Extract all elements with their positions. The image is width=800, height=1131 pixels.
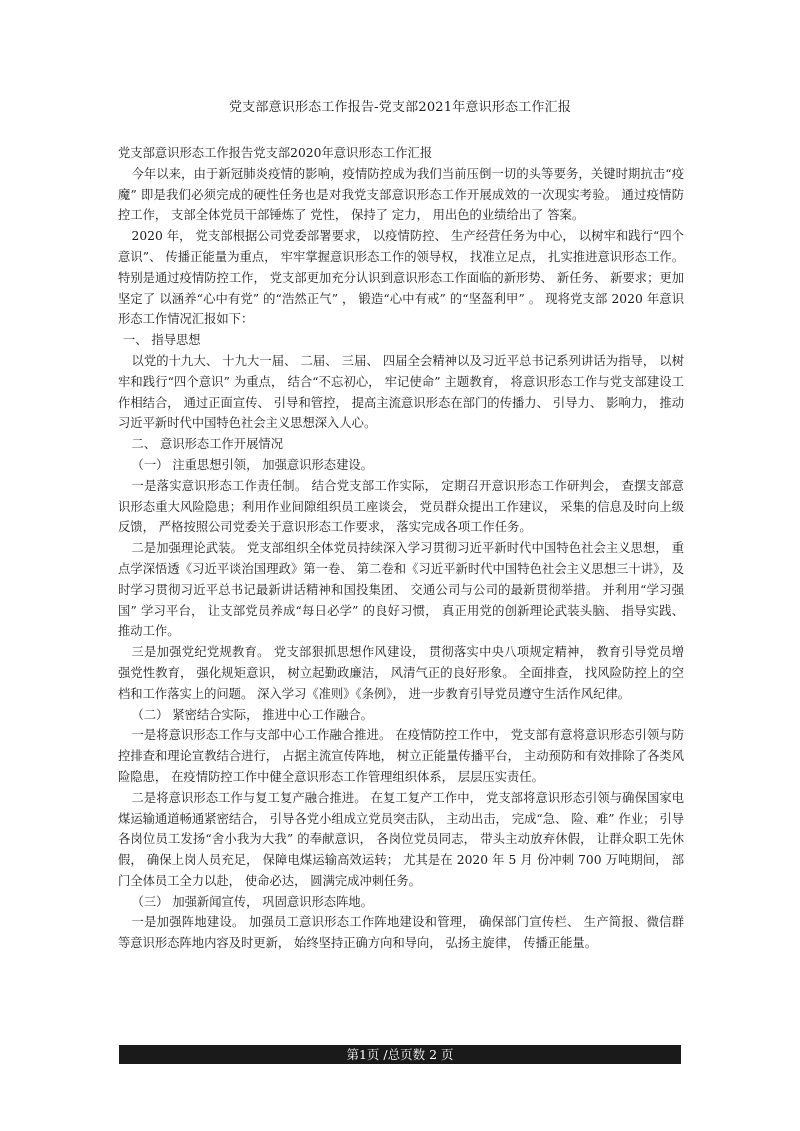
- paragraph: 三是加强党纪党规教育。 党支部狠抓思想作风建设， 贯彻落实中央八项规定精神， 教育引导党员增强党性教育， 强化规矩意识， 树立起勤政廉洁， 风清气正的良好形象。 全面排查， 找风险防控上的空档和工作落实上的问题。 深入学习《准则》《条例》， 进一步教育引导党员遵守生活作风纪律。: [118, 645, 684, 701]
- document-subtitle: 党支部意识形态工作报告党支部2020年意识形态工作汇报: [118, 146, 433, 160]
- subsection-heading: （二） 紧密结合实际， 推进中心工作融合。: [131, 707, 373, 722]
- section-heading: 二、 意识形态工作开展情况: [131, 437, 283, 452]
- paragraph: 今年以来，由于新冠肺炎疫情的影响，疫情防控成为我们当前压倒一切的头等要务，关键时期抗击“疫魔” 即是我们必须完成的硬性任务也是对我党支部意识形态工作开展成效的一次现实考验。 通过疫情防控工作， 支部全体党员干部锤炼了 党性， 保持了 定力， 用出色的业绩给出了 答案。: [118, 166, 684, 223]
- paragraph: 2020 年， 党支部根据公司党委部署要求， 以疫情防控、 生产经营任务为中心， 以树牢和践行“四个意识”、 传播正能量为重点， 牢牢掌握意识形态工作的领导权， 找准立足点， 扎实推进意识形态工作。特别是通过疫情防控工作， 党支部更加充分认识到意识形态工作面临的新形势、 新任务、 新要求；更加坚定了 以涵养“心中有党” 的“浩然正气” ， 锻造“心中有戒” 的“坚盔利甲” 。 现将党支部 2020 年意识形态工作情况汇报如下：: [118, 229, 684, 327]
- paragraph: 一是加强阵地建设。 加强员工意识形态工作阵地建设和管理， 确保部门宣传栏、 生产简报、微信群等意识形态阵地内容及时更新， 始终坚持正确方向和导向， 弘扬主旋律， 传播正能量。: [118, 915, 684, 951]
- paragraph: 一是将意识形态工作与支部中心工作融合推进。 在疫情防控工作中， 党支部有意将意识形态引领与防控排查和理论宣教结合进行， 占据主流宣传阵地， 树立正能量传播平台， 主动预防和有效排除了各类风险隐患， 在疫情防控工作中健全意识形态工作管理组织体系， 层层压实责任。: [118, 728, 684, 784]
- page-footer: 第1页 /总页数 2 页: [119, 1045, 681, 1064]
- paragraph: 二是将意识形态工作与复工复产融合推进。 在复工复产工作中， 党支部将意识形态引领与确保国家电煤运输通道畅通紧密结合， 引导各党小组成立党员突击队， 主动出击， 完成“急、 险、难” 作业； 引导各岗位员工发扬“舍小我为大我” 的奉献意识， 各岗位党员同志， 带头主动放弃休假， 让群众职工先休假， 确保上岗人员充足， 保障电煤运输高效运转； 尤其是在 2020 年 5 月 份冲刺 700 万吨期间， 部门全体员工全力以赴， 使命必达， 圆满完成冲刺任务。: [118, 790, 684, 888]
- paragraph: 一是落实意识形态工作责任制。 结合党支部工作实际， 定期召开意识形态工作研判会， 查摆支部意识形态重大风险隐患；利用作业间隙组织员工座谈会， 党员群众提出工作建议， 采集的信息及时向上级反馈， 严格按照公司党委关于意识形态工作要求， 落实完成各项工作任务。: [118, 478, 684, 535]
- paragraph: 以党的十九大、 十九大一届、 二届、 三届、 四届全会精神以及习近平总书记系列讲话为指导， 以树牢和践行“四个意识” 为重点， 结合“不忘初心， 牢记使命” 主题教育， 将意识形态工作与党支部建设工作相结合， 通过正面宣传、 引导和管控， 提高主流意识形态在部门的传播力、 引导力、 影响力， 推动习近平新时代中国特色社会主义思想深入人心。: [118, 353, 684, 431]
- section-heading: 一、 指导思想: [122, 333, 201, 348]
- subsection-heading: （三） 加强新闻宣传， 巩固意识形态阵地。: [131, 894, 373, 909]
- paragraph: 二是加强理论武装。 党支部组织全体党员持续深入学习贯彻习近平新时代中国特色社会主义思想， 重点学深悟透《习近平谈治国理政》第一卷、 第二卷和《习近平新时代中国特色社会主义思想三十讲》，及时学习贯彻习近平总书记最新讲话精神和国投集团、 交通公司与公司的最新贯彻举措。 并利用“学习强国” 学习平台， 让支部党员养成“每日必学” 的良好习惯， 真正用党的创新理论武装头脑、 指导实践、推动工作。: [118, 541, 684, 639]
- document-body: [118, 143, 684, 954]
- document-title: 党支部意识形态工作报告-党支部2021年意识形态工作汇报: [228, 100, 572, 115]
- subsection-heading: （一） 注重思想引领， 加强意识形态建设。: [131, 457, 373, 472]
